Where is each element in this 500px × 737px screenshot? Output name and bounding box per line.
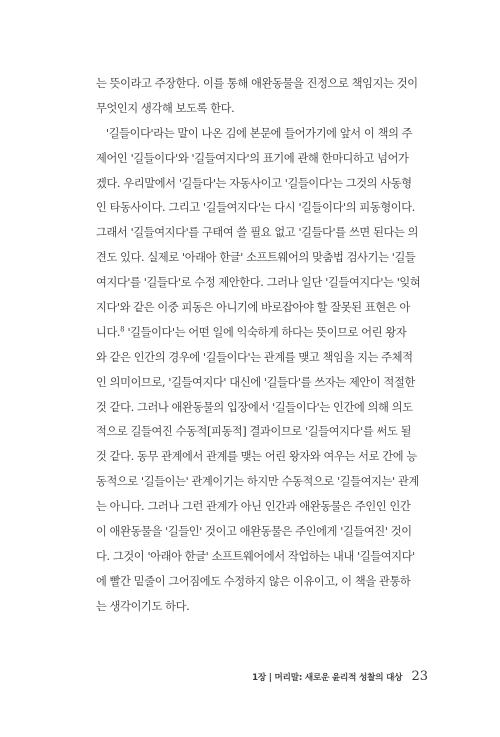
text-line: 지다'와 같은 이중 피동은 아니기에 바로잡아야 할 잘못된 표현은 아 bbox=[96, 301, 410, 315]
text-line: 이 애완동물을 '길들인' 것이고 애완동물은 주인에게 '길들여진' 것이 bbox=[96, 525, 412, 539]
text-line: 제어인 '길들이다'와 '길들여지다'의 표기에 관해 한마디하고 넘어가 bbox=[96, 151, 409, 165]
text-line: 무엇인지 생각해 보도록 한다. bbox=[96, 101, 235, 115]
text-line: 다. 그것이 '아래아 한글' 소프트웨어에서 작업하는 내내 '길들여지다' bbox=[96, 549, 415, 563]
page-number: 23 bbox=[411, 669, 428, 684]
text-line: 인 타동사이다. 그리고 '길들여지다'는 다시 '길들이다'의 피동형이다. bbox=[96, 201, 415, 215]
text-line: 에 빨간 밑줄이 그어짐에도 수정하지 않은 이유이고, 이 책을 관통하 bbox=[96, 574, 411, 588]
text-line: 는 뜻이라고 주장한다. 이를 통해 애완동물을 진정으로 책임지는 것이 bbox=[96, 77, 418, 90]
text-line: 동적으로 '길들이는' 관계이기는 하지만 수동적으로 '길들여지는' 관계 bbox=[96, 475, 419, 489]
running-head: 1장 | 머리말: 새로운 윤리적 성찰의 대상 bbox=[252, 673, 403, 683]
text-line: 것 같다. 동무 관계에서 관계를 맺는 어린 왕자와 여우는 서로 간에 능 bbox=[96, 450, 417, 464]
text-line-rest: '길들이다'는 어떤 일에 익숙하게 하다는 뜻이므로 어린 왕자 bbox=[124, 325, 407, 339]
footnote-mark: 8 bbox=[120, 325, 125, 334]
running-footer bbox=[0, 665, 428, 684]
text-line: '길들이다'라는 말이 나온 김에 본문에 들어가기에 앞서 이 책의 주 bbox=[106, 126, 413, 140]
text-line-start: 니다. bbox=[96, 325, 121, 339]
text-line: 것 같다. 그러나 애완동물의 입장에서 '길들이다'는 인간에 의해 의도 bbox=[96, 400, 413, 414]
text-line: 여지다'를 '길들다'로 수정 제안한다. 그러나 일단 '길들여지다'는 '잊혀 bbox=[96, 276, 421, 290]
text-line: 인 의미이므로, '길들여지다' 대신에 '길들다'를 쓰자는 제안이 적절한 bbox=[96, 375, 415, 389]
body-text bbox=[96, 72, 421, 620]
text-line: 그래서 '길들여지다'를 구태여 쓸 필요 없고 '길들다'를 쓰면 된다는 의 bbox=[96, 226, 419, 240]
text-line: 적으로 길들여진 수동적[피동적] 결과이므로 '길들여지다'를 써도 될 bbox=[96, 425, 412, 439]
text-line: 는 생각이기도 하다. bbox=[96, 599, 190, 613]
text-line: 견도 있다. 실제로 '아래아 한글' 소프트웨어의 맞춤법 검사기는 '길들 bbox=[96, 251, 416, 265]
text-line: 와 같은 인간의 경우에 '길들이다'는 관계를 맺고 책임을 지는 주체적 bbox=[96, 350, 413, 364]
text-line: 는 아니다. 그러나 그런 관계가 아닌 인간과 애완동물은 주인인 인간 bbox=[96, 500, 411, 514]
text-line: 겠다. 우리말에서 '길들다'는 자동사이고 '길들이다'는 그것의 사동형 bbox=[96, 176, 412, 190]
text-line-with-footnote bbox=[96, 321, 406, 346]
